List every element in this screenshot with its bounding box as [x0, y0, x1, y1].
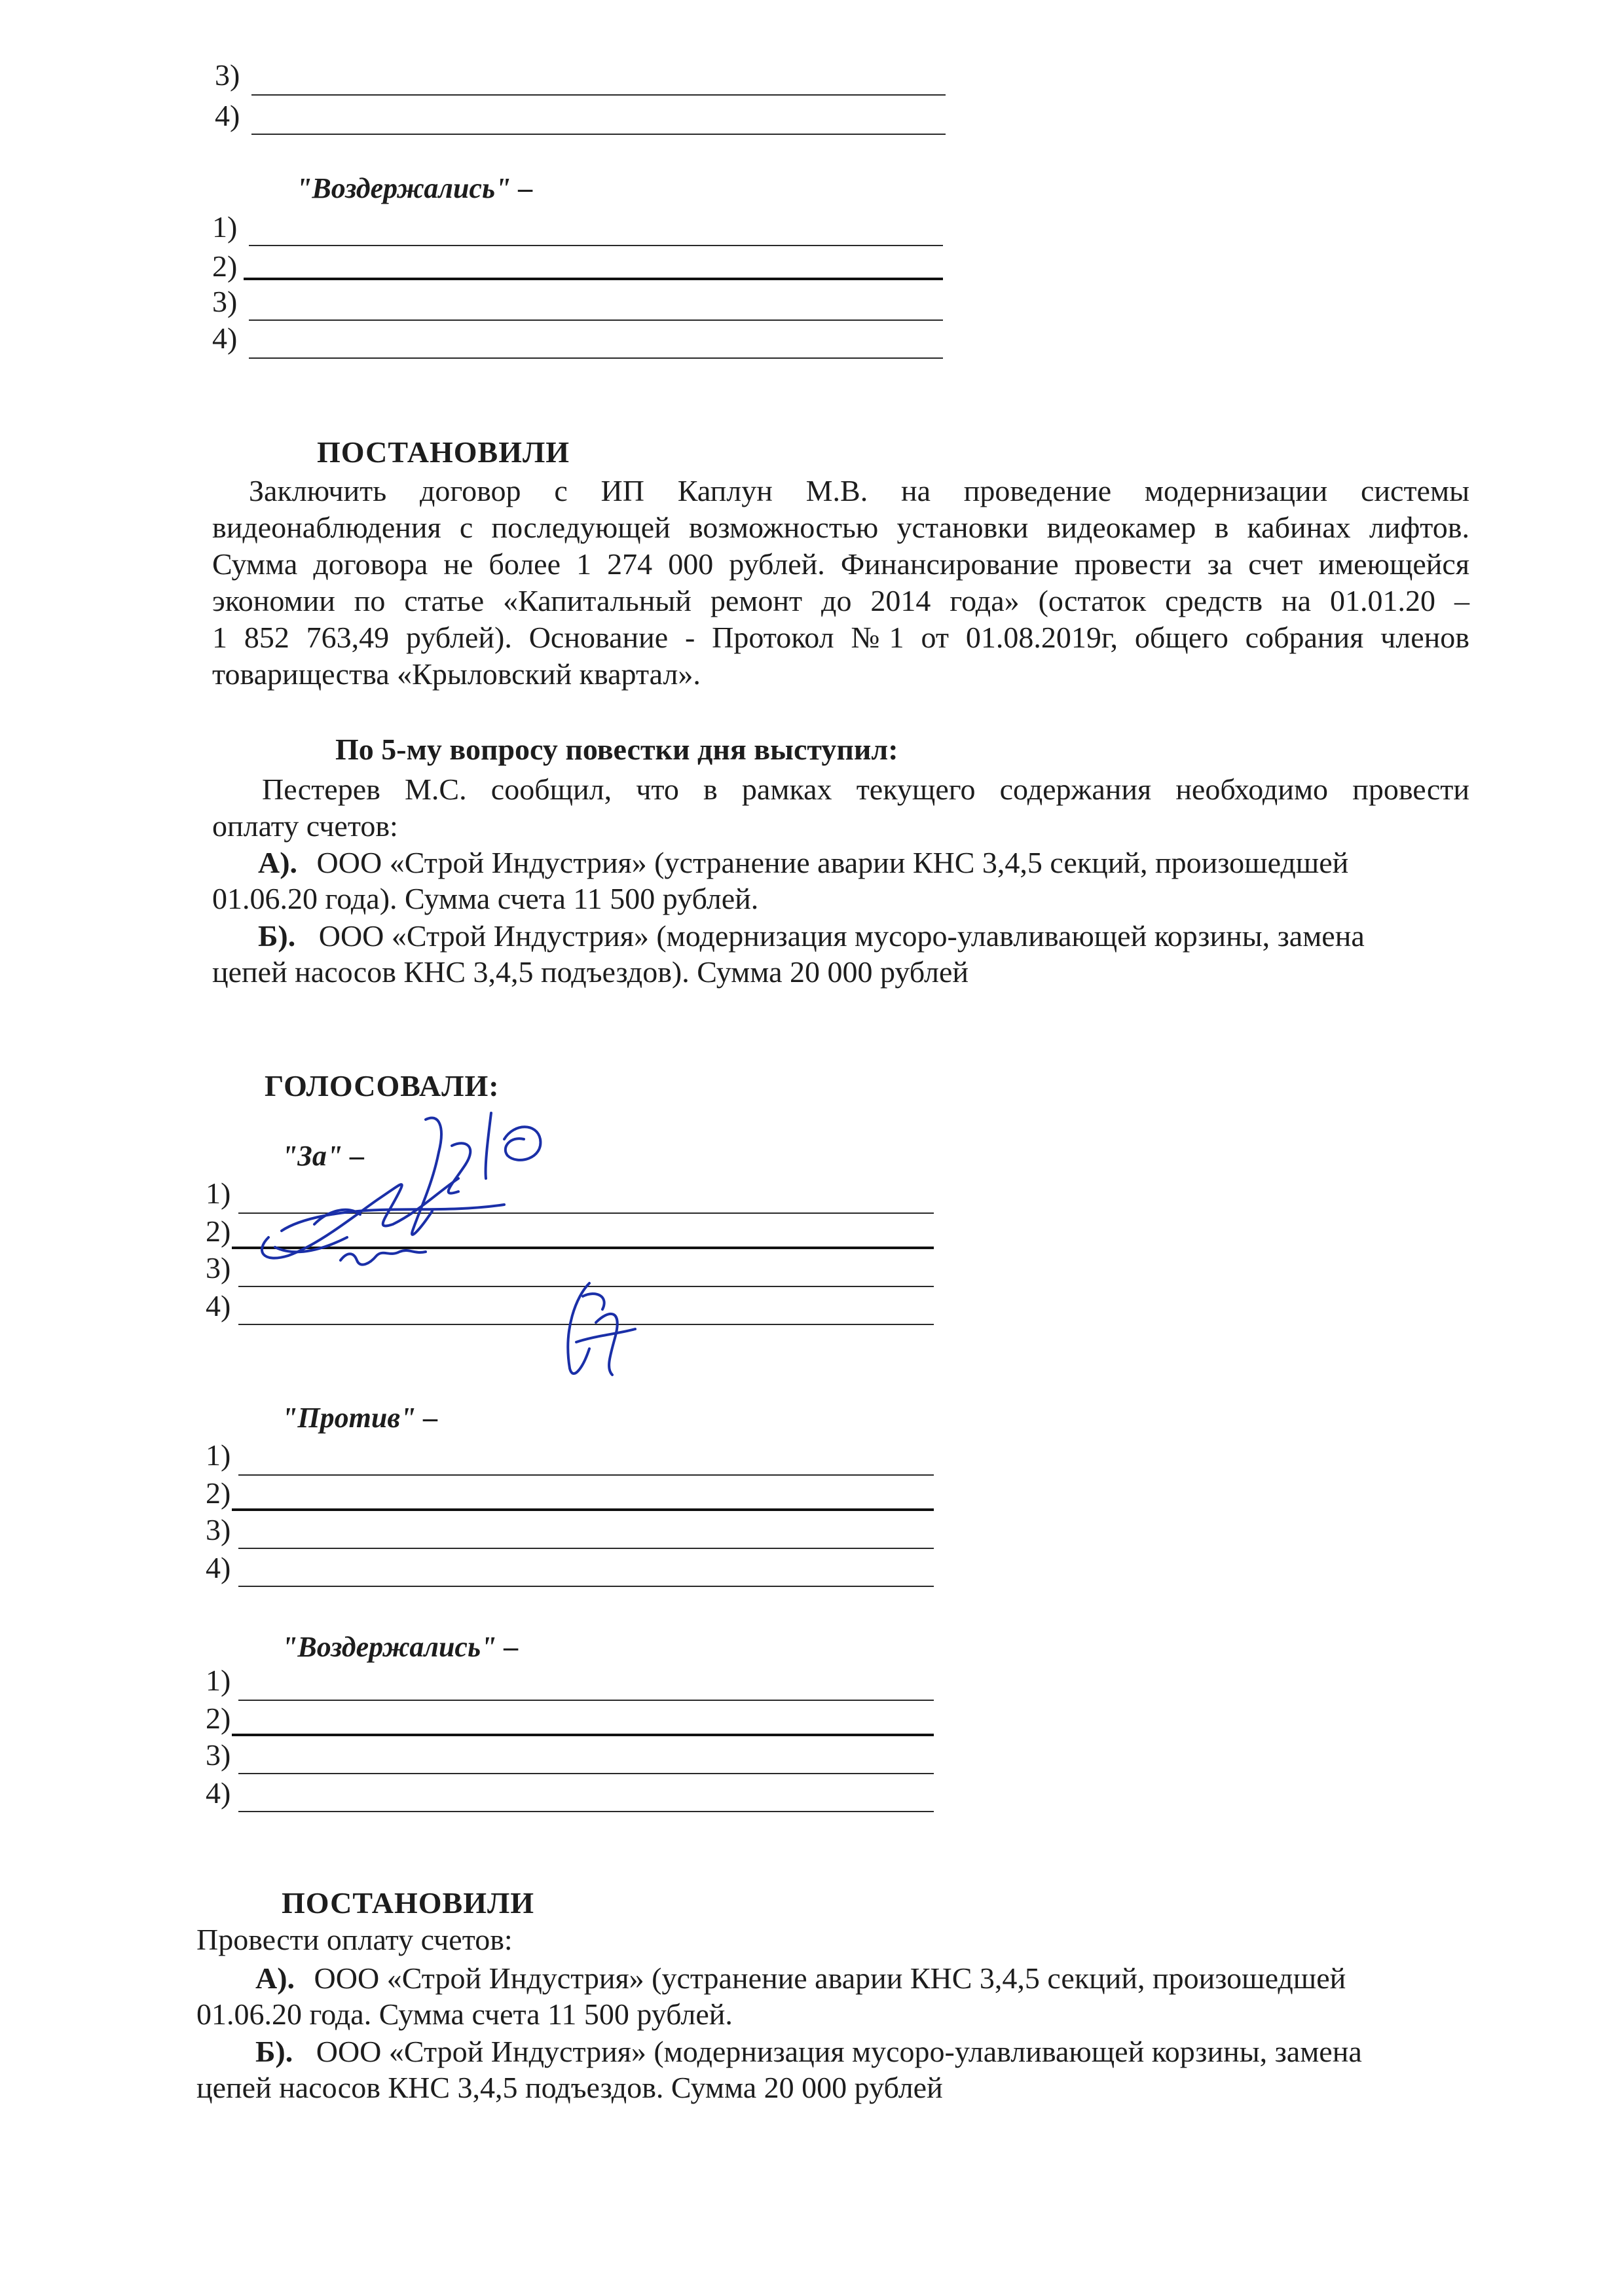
- signature-line: [238, 1811, 934, 1812]
- item-b-text: ООО «Строй Индустрия» (модернизация мусоро-улавливающей корзины, замена: [318, 919, 1365, 953]
- signature-line: [251, 134, 946, 135]
- row-number: 2): [206, 1214, 231, 1248]
- item-b-text: ООО «Строй Индустрия» (модернизация мусоро-улавливающей корзины, замена: [316, 2035, 1362, 2068]
- row-number: 1): [212, 210, 238, 244]
- resolution-heading: ПОСТАНОВИЛИ: [282, 1886, 535, 1920]
- item-b: [258, 918, 1365, 955]
- row-number: 4): [206, 1776, 231, 1810]
- signature-line: [238, 1548, 934, 1549]
- row-number: 4): [206, 1551, 231, 1584]
- signature-line: [232, 1734, 934, 1736]
- signature-line: [249, 319, 943, 321]
- handwritten-signature: [550, 1270, 655, 1388]
- row-number: 1): [206, 1176, 231, 1210]
- resolution-heading: ПОСТАНОВИЛИ: [317, 435, 570, 469]
- row-number: 1): [206, 1438, 231, 1472]
- row-number: 1): [206, 1664, 231, 1697]
- row-number: 4): [215, 99, 240, 132]
- signature-line: [238, 1773, 934, 1774]
- row-number: 3): [206, 1738, 231, 1772]
- item-a: [258, 845, 1348, 881]
- row-number: 4): [212, 321, 238, 355]
- question-intro: Пестерев М.С. сообщил, что в рамках текущего содержания необходимо провести оплату счетов:: [212, 773, 1469, 843]
- abstain-label: "Воздержались" –: [282, 1631, 519, 1663]
- item-b-label: Б).: [255, 2035, 293, 2068]
- item-a: [255, 1960, 1346, 1997]
- item-b-text-cont: цепей насосов КНС 3,4,5 подъездов. Сумма 20 000 рублей: [196, 2071, 943, 2104]
- row-number: 3): [206, 1251, 231, 1285]
- signature-line: [249, 357, 943, 359]
- row-number: 2): [206, 1476, 231, 1510]
- item-a-text: ООО «Строй Индустрия» (устранение аварии КНС 3,4,5 секций, произошедшей: [314, 1961, 1346, 1995]
- resolution-intro: Провести оплату счетов:: [196, 1923, 513, 1956]
- signature-line: [249, 245, 943, 246]
- row-number: 2): [212, 249, 238, 283]
- item-a-text-cont: 01.06.20 года. Сумма счета 11 500 рублей.: [196, 1997, 733, 2031]
- item-b-text-cont: цепей насосов КНС 3,4,5 подъездов). Сумма 20 000 рублей: [212, 955, 969, 989]
- abstain-label: "Воздержались" –: [296, 172, 533, 204]
- item-a-label: А).: [258, 846, 298, 879]
- signature-line: [238, 1586, 934, 1587]
- signature-line: [238, 1700, 934, 1701]
- item-a-label: А).: [255, 1961, 295, 1995]
- signature-line: [238, 1474, 934, 1476]
- question-heading: По 5-му вопросу повестки дня выступил:: [335, 733, 898, 766]
- item-a-text: ООО «Строй Индустрия» (устранение аварии КНС 3,4,5 секций, произошедшей: [316, 846, 1349, 879]
- row-number: 3): [212, 285, 238, 318]
- for-label: "За" –: [282, 1140, 365, 1172]
- voting-heading: ГОЛОСОВАЛИ:: [265, 1069, 500, 1102]
- resolution-text: Заключить договор с ИП Каплун М.В. на проведение модернизации системы видеонаблюдения с последующей возможностью установки видеокамер в кабинах лифтов. Сумма договора не более 1 274 000 рублей. Финансирование провести за счет имеющейся экономии по статье «Капитальный ремонт до 2014 года» (остаток средств на 01.01.20 – 1 852 763,49 рублей). Основание - Протокол №1 от 01.08.2019г, общего собрания членов товарищества «Крыловский квартал».: [212, 474, 1469, 691]
- item-b-label: Б).: [258, 919, 296, 953]
- item-b: [255, 2033, 1362, 2070]
- signature-line: [244, 278, 943, 280]
- row-number: 2): [206, 1702, 231, 1735]
- row-number: 3): [215, 58, 240, 92]
- handwritten-signature: [242, 1100, 583, 1309]
- row-number: 4): [206, 1289, 231, 1322]
- row-number: 3): [206, 1513, 231, 1546]
- signature-line: [251, 94, 946, 96]
- against-label: "Против" –: [282, 1402, 438, 1434]
- item-a-text-cont: 01.06.20 года). Сумма счета 11 500 рублей.: [212, 882, 759, 915]
- signature-line: [232, 1508, 934, 1511]
